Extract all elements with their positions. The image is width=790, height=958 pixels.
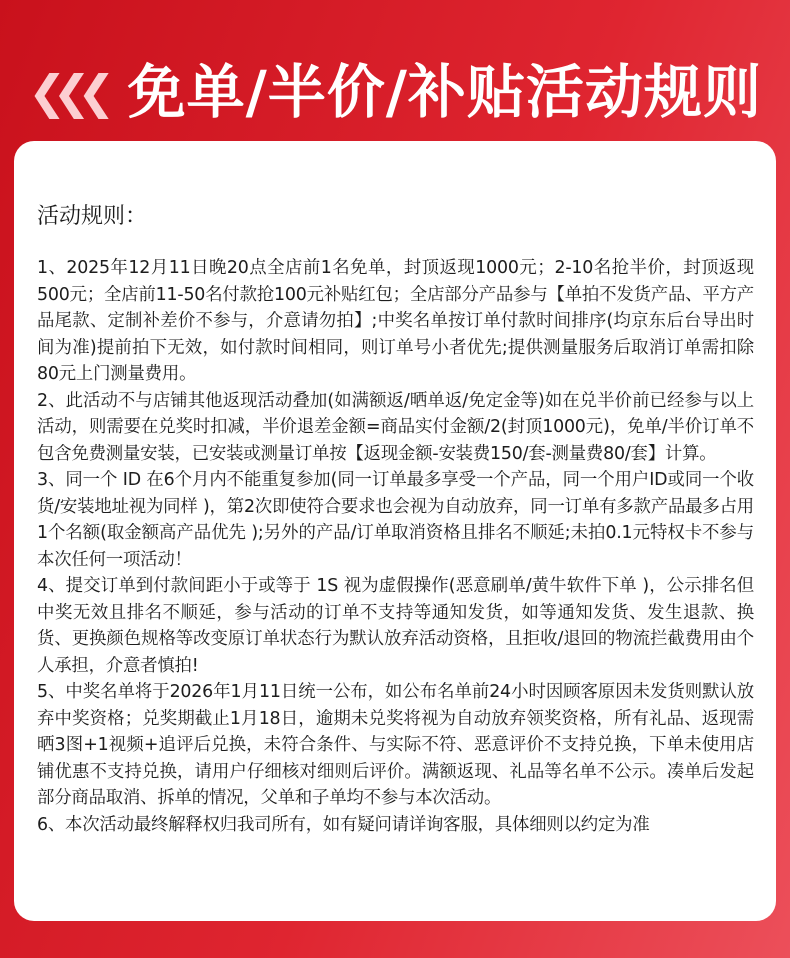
rule-item-6: 6、本次活动最终解释权归我司所有，如有疑问请详询客服，具体细则以约定为准: [37, 814, 650, 835]
rule-item-1: 1、2025年12月11日晚20点全店前1名免单，封顶返现1000元；2-10名抢半价，封顶返现500元；全店前11-50名付款抢100元补贴红包；全店部分产品参与【单拍不发货产品、平方产品尾款、定制补差价不参与，介意请勿拍】;中奖名单按订单付款时间排序(均京东后台导出时间为准)提前拍下无效，如付款时间相同，则订单号小者优先;提供测量服务后取消订单需扣除80元上门测量费用。: [37, 258, 754, 384]
rule-item-2: 2、此活动不与店铺其他返现活动叠加(如满额返/晒单返/免定金等)如在兑半价前已经参与以上活动，则需要在兑奖时扣减，半价退差金额=商品实付金额/2(封顶1000元)，免单/半价订单不包含免费测量安装，已安装或测量订单按【返现金额-安装费150/套-测量费80/套】计算。: [37, 390, 754, 464]
rules-subtitle: 活动规则：: [37, 204, 148, 229]
triple-chevron-left-icon: ❮❮❮: [27, 65, 102, 119]
rule-item-5: 5、中奖名单将于2026年1月11日统一公布，如公布名单前24小时因顾客原因未发货则默认放弃中奖资格；兑奖期截止1月18日，逾期未兑奖将视为自动放弃领奖资格，所有礼品、返现需晒3图+1视频+追评后兑换，未符合条件、与实际不符、恶意评价不支持兑换，下单未使用店铺优惠不支持兑换，请用户仔细核对细则后评价。满额返现、礼品等名单不公示。凑单后发起部分商品取消、拆单的情况，父单和子单均不参与本次活动。: [37, 682, 754, 808]
rule-item-3: 3、同一个 ID 在6个月内不能重复参加(同一订单最多享受一个产品，同一个用户ID或同一个收货/安装地址视为同样 )，第2次即使符合要求也会视为自动放弃，同一订单有多款产品最多占用1个名额(取金额高产品优先 );另外的产品/订单取消资格且排名不顺延;未拍0.1元特权卡不参与本次任何一项活动！: [37, 470, 754, 570]
page-title: 免单/半价/补贴活动规则: [127, 58, 762, 126]
rule-item-4: 4、提交订单到付款间距小于或等于 1S 视为虚假操作(恶意刷单/黄牛软件下单 )，公示排名但中奖无效且排名不顺延，参与活动的订单不支持等通知发货，如等通知发货、发生退款、换货、更换颜色规格等改变原订单状态行为默认放弃活动资格，且拒收/退回的物流拦截费用由个人承担，介意者慎拍!: [37, 576, 754, 676]
rules-card: [14, 141, 776, 921]
header-banner: [0, 52, 790, 132]
